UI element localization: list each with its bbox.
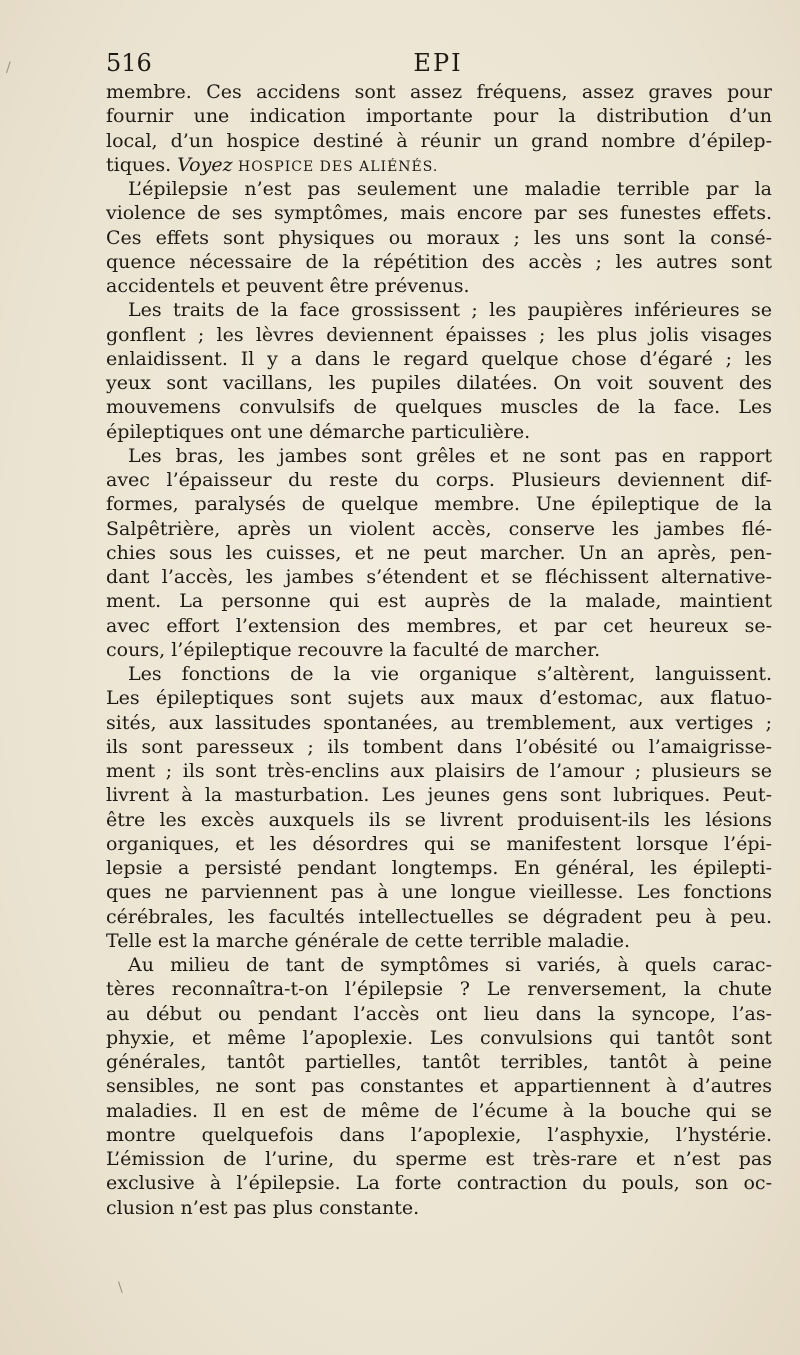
text-line: sités, aux lassitudes spontanées, au tremblement, aux vertiges ; bbox=[106, 711, 772, 734]
text-line: ils sont paresseux ; ils tombent dans l’obésité ou l’amaigrisse- bbox=[106, 735, 772, 758]
text-line: Telle est la marche générale de cette terrible maladie. bbox=[106, 929, 631, 952]
text-line: chies sous les cuisses, et ne peut marcher. Un an après, pen- bbox=[106, 541, 772, 564]
text-line: épileptiques ont une démarche particulière. bbox=[106, 420, 531, 443]
text-line: être les excès auxquels ils se livrent produisent-ils les lésions bbox=[106, 808, 772, 831]
text-line: livrent à la masturbation. Les jeunes gens sont lubriques. Peut- bbox=[106, 784, 772, 807]
text-line: cérébrales, les facultés intellectuelles se dégradent peu à peu. bbox=[106, 905, 772, 928]
text-line: formes, paralysés de quelque membre. Une épileptique de la bbox=[106, 493, 772, 516]
text-line: organiques, et les désordres qui se manifestent lorsque l’épi- bbox=[106, 832, 772, 855]
text-line: accidentels et peuvent être prévenus. bbox=[106, 275, 470, 297]
text-line: sensibles, ne sont pas constantes et appartiennent à d’autres bbox=[106, 1075, 772, 1098]
text-line: yeux sont vacillans, les pupiles dilatées. On voit souvent des bbox=[106, 372, 772, 394]
text-line: Ces effets sont physiques ou moraux ; les uns sont la consé- bbox=[106, 226, 772, 249]
text-line: ment. La personne qui est auprès de la malade, maintient bbox=[106, 590, 772, 613]
margin-mark: / bbox=[6, 60, 11, 76]
running-head: EPI bbox=[413, 49, 463, 77]
text-line: générales, tantôt partielles, tantôt terribles, tantôt à peine bbox=[106, 1051, 772, 1073]
text-line: maladies. Il en est de même de l’écume à la bouche qui se bbox=[106, 1099, 772, 1122]
text-line: au début ou pendant l’accès ont lieu dans la syncope, l’as- bbox=[106, 1002, 772, 1025]
text-line: cours, l’épileptique recouvre la faculté de marcher. bbox=[106, 638, 601, 661]
text-line: enlaidissent. Il y a dans le regard quelque chose d’égaré ; les bbox=[106, 347, 772, 370]
body-text bbox=[106, 80, 772, 1220]
page-number: 516 bbox=[106, 49, 152, 77]
text-run: tiques. bbox=[106, 153, 178, 176]
text-line: clusion n’est pas plus constante. bbox=[106, 1196, 420, 1219]
text-line: gonflent ; les lèvres deviennent épaisses ; les plus jolis visages bbox=[106, 323, 772, 346]
cross-reference: HOSPICE DES ALIÉNÉS. bbox=[232, 158, 439, 175]
text-line: quence nécessaire de la répétition des accès ; les autres sont bbox=[106, 250, 772, 273]
text-line: Salpêtrière, après un violent accès, conserve les jambes flé- bbox=[106, 517, 772, 540]
italic-run: Voyez bbox=[177, 153, 233, 176]
text-line: violence de ses symptômes, mais encore par ses funestes effets. bbox=[106, 202, 772, 225]
text-line: ment ; ils sont très-enclins aux plaisirs de l’amour ; plusieurs se bbox=[106, 760, 772, 782]
text-line: Les fonctions de la vie organique s’altèrent, languissent. bbox=[128, 663, 772, 685]
text-line: exclusive à l’épilepsie. La forte contraction du pouls, son oc- bbox=[106, 1172, 772, 1195]
page-header bbox=[106, 46, 770, 80]
text-line: avec effort l’extension des membres, et par cet heureux se- bbox=[106, 614, 772, 637]
text-line: fournir une indication importante pour la distribution d’un bbox=[106, 105, 772, 128]
text-line: membre. Ces accidens sont assez fréquens, assez graves pour bbox=[106, 81, 772, 103]
text-line: tères reconnaîtra-t-on l’épilepsie ? Le renversement, la chute bbox=[106, 978, 772, 1001]
text-line: avec l’épaisseur du reste du corps. Plusieurs deviennent dif- bbox=[106, 469, 772, 491]
text-line: mouvemens convulsifs de quelques muscles de la face. Les bbox=[106, 396, 772, 419]
margin-mark: \ bbox=[118, 1280, 123, 1296]
text-line: Au milieu de tant de symptômes si variés, à quels carac- bbox=[128, 954, 772, 976]
text-line: Les traits de la face grossissent ; les paupières inférieures se bbox=[128, 299, 772, 322]
text-line: montre quelquefois dans l’apoplexie, l’asphyxie, l’hystérie. bbox=[106, 1123, 772, 1146]
text-line bbox=[106, 153, 772, 177]
text-line: Les bras, les jambes sont grêles et ne sont pas en rapport bbox=[128, 444, 772, 467]
text-line: L’épilepsie n’est pas seulement une maladie terrible par la bbox=[128, 178, 772, 200]
text-line: ques ne parviennent pas à une longue vieillesse. Les fonctions bbox=[106, 881, 772, 904]
text-line: lepsie a persisté pendant longtemps. En général, les épilepti- bbox=[106, 857, 772, 879]
text-line: local, d’un hospice destiné à réunir un grand nombre d’épilep- bbox=[106, 129, 772, 152]
text-line: Les épileptiques sont sujets aux maux d’estomac, aux flatuo- bbox=[106, 687, 772, 710]
text-line: L’émission de l’urine, du sperme est très-rare et n’est pas bbox=[106, 1148, 772, 1170]
text-line: dant l’accès, les jambes s’étendent et se fléchissent alternative- bbox=[106, 566, 772, 588]
text-line: phyxie, et même l’apoplexie. Les convulsions qui tantôt sont bbox=[106, 1026, 772, 1049]
